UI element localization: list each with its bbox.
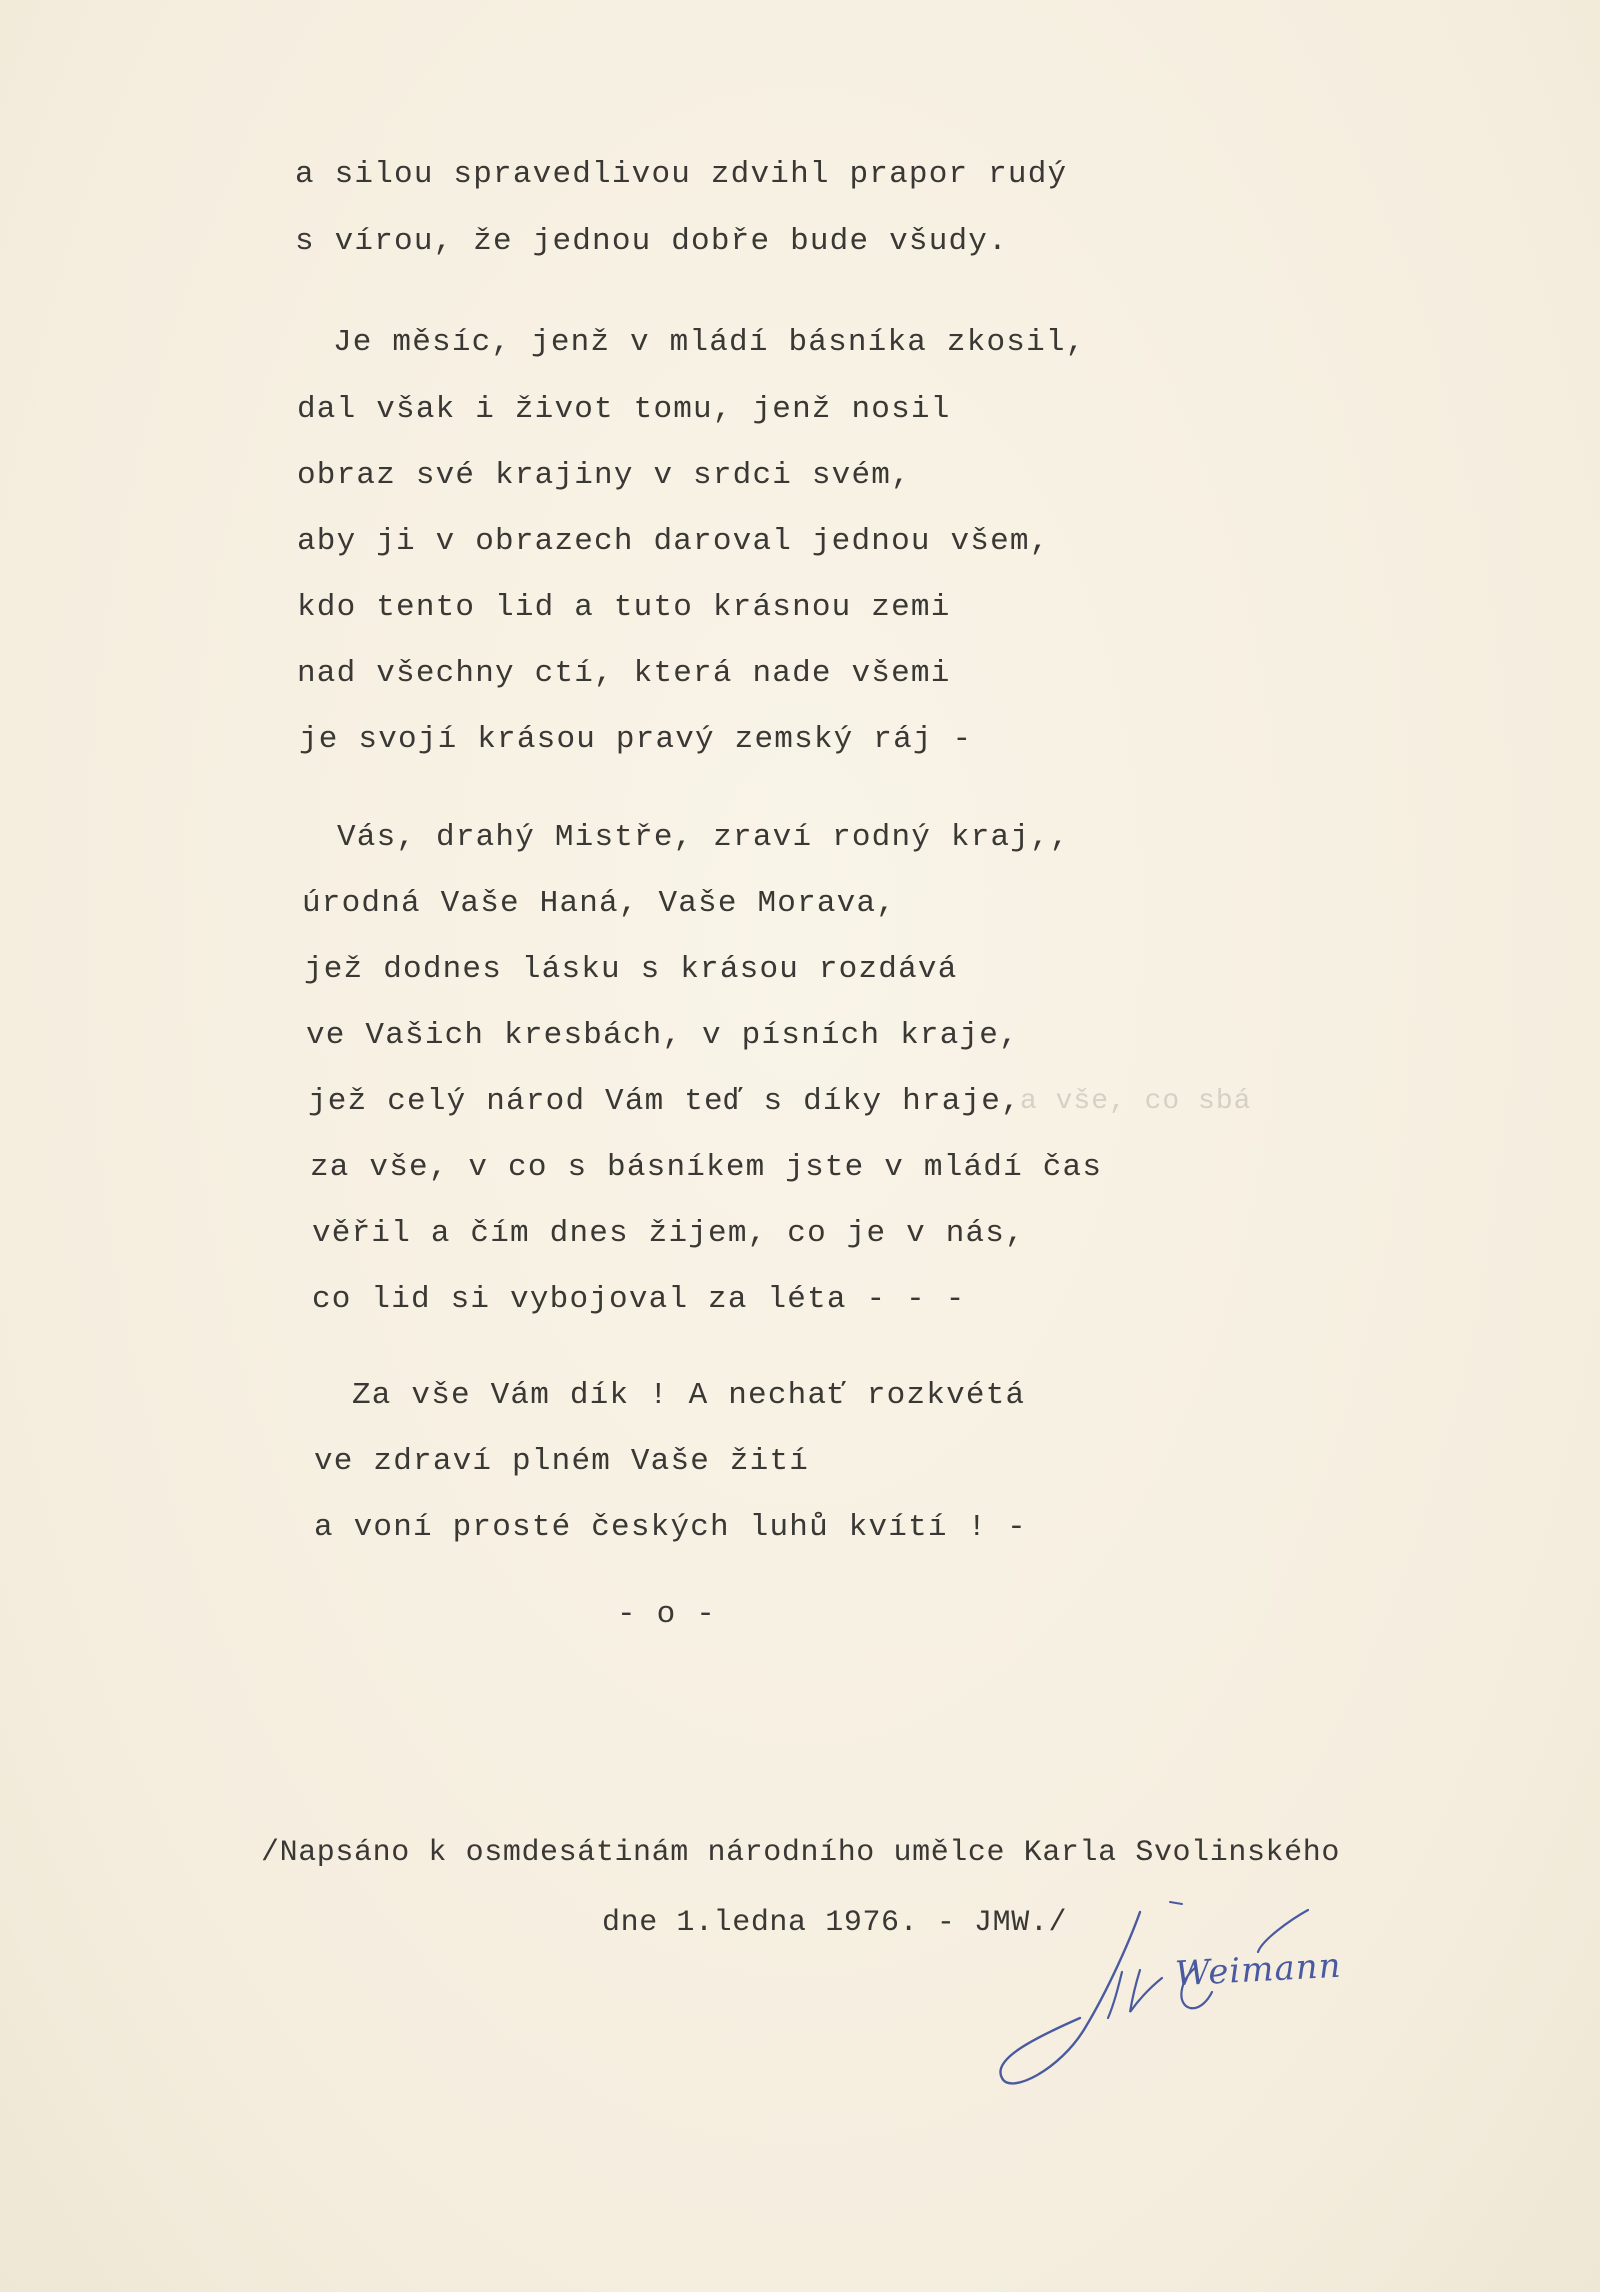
poem-line: a silou spravedlivou zdvihl prapor rudý: [295, 157, 1068, 192]
poem-line: aby ji v obrazech daroval jednou všem,: [297, 524, 1050, 559]
poem-line: za vše, v co s básníkem jste v mládí čas: [310, 1150, 1103, 1185]
poem-line: věřil a čím dnes žijem, co je v nás,: [312, 1216, 1025, 1251]
footer-date: dne 1.ledna 1976. - JMW./: [602, 1906, 1068, 1940]
poem-line: ve Vašich kresbách, v písních kraje,: [306, 1018, 1019, 1053]
poem-line: jež celý národ Vám teď s díky hraje,: [308, 1084, 1021, 1119]
section-separator: - o -: [617, 1597, 717, 1632]
poem-line: co lid si vybojoval za léta - - -: [312, 1282, 966, 1317]
poem-line: kdo tento lid a tuto krásnou zemi: [297, 590, 951, 625]
poem-line: s vírou, že jednou dobře bude všudy.: [295, 224, 1008, 259]
poem-line: dal však i život tomu, jenž nosil: [297, 392, 951, 427]
poem-line: ve zdraví plném Vaše žití: [314, 1444, 810, 1479]
faded-text: a vše, co sbá: [1020, 1086, 1252, 1117]
poem-line: je svojí krásou pravý zemský ráj -: [299, 722, 973, 757]
footer-note: /Napsáno k osmdesátinám národního umělce Karla Svolinského: [261, 1836, 1340, 1870]
signature-text: Weimann: [1174, 1945, 1343, 1995]
poem-line: nad všechny ctí, která nade všemi: [297, 656, 951, 691]
poem-line: úrodná Vaše Haná, Vaše Morava,: [302, 886, 897, 921]
poem-line: jež dodnes lásku s krásou rozdává: [304, 952, 958, 987]
poem-line: obraz své krajiny v srdci svém,: [297, 458, 911, 493]
handwritten-signature: [990, 1900, 1460, 2100]
poem-line: Vás, drahý Mistře, zraví rodný kraj,,: [337, 820, 1070, 855]
poem-line: Je měsíc, jenž v mládí básníka zkosil,: [333, 325, 1086, 360]
poem-line: Za vše Vám dík ! A nechať rozkvétá: [352, 1378, 1026, 1413]
poem-line: a voní prosté českých luhů kvítí ! -: [314, 1510, 1027, 1545]
